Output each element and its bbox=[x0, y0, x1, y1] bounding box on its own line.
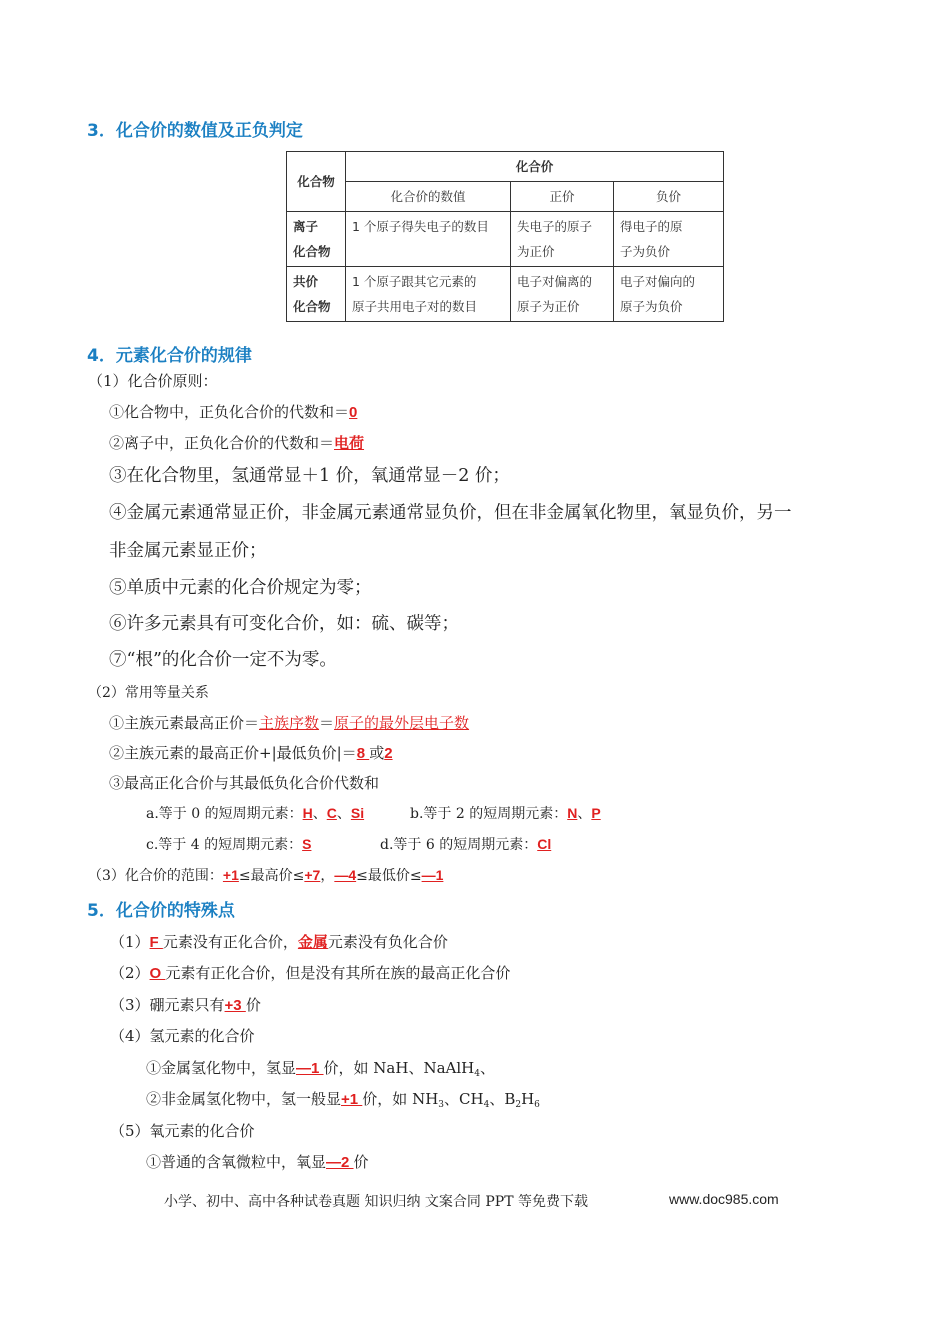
footer-link[interactable]: www.doc985.com bbox=[669, 1191, 779, 1207]
answer-blank: O bbox=[149, 965, 166, 982]
answer-blank: 0 bbox=[349, 404, 358, 421]
rule-2: ②离子中，正负化合价的代数和＝电荷 bbox=[109, 434, 365, 452]
answer-blank: —1 bbox=[421, 867, 444, 883]
answer-blank: Cl bbox=[537, 836, 552, 852]
special-5a: ①普通的含氧微粒中，氧显—2 价 bbox=[146, 1153, 369, 1171]
answer-blank: +1 bbox=[222, 867, 239, 883]
relation-3a: a.等于 0 的短周期元素：H、C、Si bbox=[146, 805, 365, 822]
answer-blank: 原子的最外层电子数 bbox=[334, 714, 470, 732]
answer-blank: F bbox=[149, 934, 163, 951]
answer-blank: 2 bbox=[384, 745, 393, 762]
special-4: （4）氢元素的化合价 bbox=[110, 1027, 255, 1045]
answer-blank: —1 bbox=[296, 1060, 324, 1077]
section-5-title: 5．化合价的特殊点 bbox=[87, 901, 235, 921]
table-cell: 失电子的原子 为正价 bbox=[511, 212, 614, 267]
relation-3d: d.等于 6 的短周期元素：Cl bbox=[380, 836, 552, 853]
table-subheader-positive: 正价 bbox=[511, 182, 614, 212]
answer-blank: —2 bbox=[326, 1154, 354, 1171]
relation-heading: （2）常用等量关系 bbox=[88, 685, 209, 701]
relation-3b: b.等于 2 的短周期元素：N、P bbox=[410, 805, 601, 822]
answer-blank: H bbox=[302, 805, 313, 821]
footer-text: 小学、初中、高中各种试卷真题 知识归纳 文案合同 PPT 等免费下载 bbox=[164, 1194, 588, 1210]
special-3: （3）硼元素只有+3 价 bbox=[110, 996, 261, 1014]
table-row bbox=[287, 267, 724, 322]
table-header-valence: 化合价 bbox=[346, 152, 724, 182]
section-3-title: 3．化合价的数值及正负判定 bbox=[87, 121, 303, 141]
relation-1: ①主族元素最高正价＝主族序数＝原子的最外层电子数 bbox=[109, 714, 470, 732]
table-cell: 共价 化合物 bbox=[287, 267, 346, 322]
rule-3: ③在化合物里，氢通常显＋1 价，氧通常显－2 价； bbox=[109, 466, 510, 486]
table-header-compound: 化合物 bbox=[287, 152, 346, 212]
answer-blank: P bbox=[591, 805, 601, 821]
principle-heading: （1）化合价原则： bbox=[88, 372, 218, 390]
table-cell: 电子对偏离的 原子为正价 bbox=[511, 267, 614, 322]
valence-range: （3）化合价的范围：+1≤最高价≤+7，—4≤最低价≤—1 bbox=[88, 867, 444, 884]
valence-table bbox=[286, 151, 724, 322]
rule-4a: ④金属元素通常显正价，非金属元素通常显负价，但在非金属氧化物里，氧显负价，另一 bbox=[109, 503, 792, 523]
rule-6: ⑥许多元素具有可变化合价，如：硫、碳等； bbox=[109, 614, 459, 634]
answer-blank: +3 bbox=[224, 997, 246, 1014]
special-1: （1）F 元素没有正化合价，金属元素没有负化合价 bbox=[110, 933, 448, 951]
relation-3: ③最高正化合价与其最低负化合价代数和 bbox=[109, 774, 380, 792]
table-subheader-value: 化合价的数值 bbox=[346, 182, 511, 212]
rule-5: ⑤单质中元素的化合价规定为零； bbox=[109, 578, 372, 598]
table-cell: 1 个原子得失电子的数目 bbox=[346, 212, 511, 267]
special-4a: ①金属氢化物中，氢显—1 价，如 NaH、NaAlH$_4$、 bbox=[146, 1059, 495, 1079]
special-4b: ②非金属氢化物中，氢一般显+1 价，如 $NH_3$、$CH_4$、$B_2H_6$ bbox=[146, 1090, 540, 1110]
answer-blank: Si bbox=[350, 805, 365, 821]
answer-blank: 主族序数 bbox=[259, 714, 320, 732]
answer-blank: —4 bbox=[334, 867, 357, 883]
answer-blank: +7 bbox=[304, 867, 321, 883]
rule-4b: 非金属元素显正价； bbox=[109, 541, 267, 561]
answer-blank: S bbox=[302, 836, 312, 852]
table-cell: 得电子的原 子为负价 bbox=[614, 212, 724, 267]
table-cell: 1 个原子跟其它元素的 原子共用电子对的数目 bbox=[346, 267, 511, 322]
table-row bbox=[287, 212, 724, 267]
answer-blank: 金属 bbox=[297, 934, 328, 951]
special-2: （2）O 元素有正化合价，但是没有其所在族的最高正化合价 bbox=[110, 964, 511, 982]
rule-1: ①化合物中，正负化合价的代数和＝0 bbox=[109, 403, 358, 421]
special-5: （5）氧元素的化合价 bbox=[110, 1122, 255, 1140]
answer-blank: C bbox=[326, 805, 337, 821]
answer-blank: N bbox=[567, 805, 578, 821]
rule-7: ⑦“根”的化合价一定不为零。 bbox=[109, 650, 337, 670]
answer-blank: 8 bbox=[356, 745, 370, 762]
relation-3c: c.等于 4 的短周期元素：S bbox=[146, 836, 312, 853]
relation-2: ②主族元素的最高正价+|最低负价|＝8 或2 bbox=[109, 744, 393, 762]
section-4-title: 4．元素化合价的规律 bbox=[87, 346, 252, 366]
table-cell: 离子 化合物 bbox=[287, 212, 346, 267]
answer-blank: +1 bbox=[341, 1091, 363, 1108]
table-subheader-negative: 负价 bbox=[614, 182, 724, 212]
table-cell: 电子对偏向的 原子为负价 bbox=[614, 267, 724, 322]
answer-blank: 电荷 bbox=[334, 435, 365, 452]
